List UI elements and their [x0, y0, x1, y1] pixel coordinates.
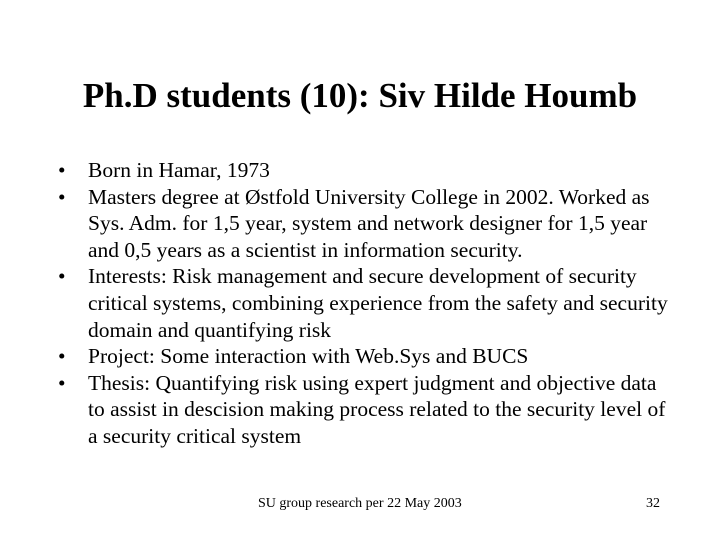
bullet-item-masters	[58, 184, 668, 264]
bullet-text: Project: Some interaction with Web.Sys and BUCS	[88, 344, 529, 369]
bullet-icon: •	[58, 158, 66, 182]
bullet-icon: •	[58, 344, 66, 369]
bullet-list	[58, 157, 668, 450]
bullet-text: Thesis: Quantifying risk using expert judgment and objective data to assist in descision making process related to the security level of a security critical system	[88, 370, 666, 448]
bullet-item-thesis	[58, 370, 668, 450]
bullet-item-interests	[58, 263, 668, 343]
bullet-icon: •	[58, 370, 66, 395]
bullet-text: Interests: Risk management and secure development of security critical systems, combining experience from the safety and security domain and quantifying risk	[88, 264, 668, 342]
bullet-icon: •	[58, 184, 66, 209]
page-number: 32	[646, 496, 660, 511]
bullet-text: Born in Hamar, 1973	[88, 158, 270, 182]
slide-title: Ph.D students (10): Siv Hilde Houmb	[82, 76, 638, 115]
footer-text: SU group research per 22 May 2003	[258, 496, 462, 511]
bullet-item-project	[58, 343, 668, 370]
bullet-icon: •	[58, 264, 66, 289]
bullet-text: Masters degree at Østfold University College in 2002. Worked as Sys. Adm. for 1,5 year, system and network designer for 1,5 year and 0,5 years as a scientist in information security.	[88, 184, 650, 262]
bullet-item-born	[58, 157, 668, 184]
